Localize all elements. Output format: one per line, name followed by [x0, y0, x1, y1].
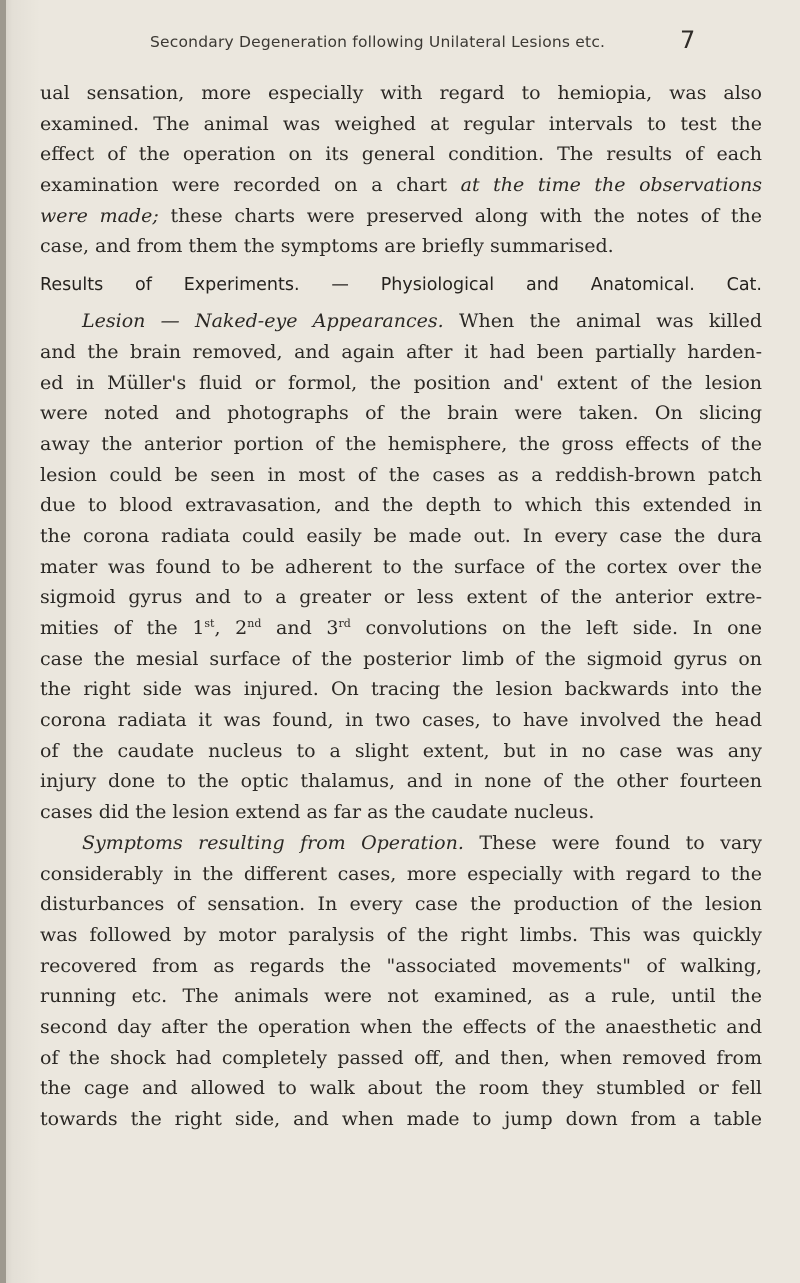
superscript: st	[204, 617, 215, 630]
text-line: mater was found to be adherent to the surface of the cortex over the	[40, 555, 762, 578]
text-fragment: When the animal was killed	[458, 310, 763, 333]
body-text	[40, 78, 762, 1135]
text-fragment: mities of the 1	[40, 617, 205, 639]
text-line: the cage and allowed to walk about the room they stumbled or fell	[40, 1077, 762, 1100]
text-line: corona radiata it was found, in two cases, to have involved the head	[40, 709, 762, 732]
text-line: of the shock had completely passed off, and then, when removed from	[40, 1046, 762, 1069]
text-line: and the brain removed, and again after it had been partially harden-	[40, 340, 762, 363]
text-line: case, and from them the symptoms are briefly summarised.	[40, 235, 614, 258]
text-line	[40, 170, 762, 201]
text-fragment: These were found to vary	[479, 831, 762, 854]
binding-edge	[0, 0, 6, 1283]
text-fragment: these charts were preserved along with the notes of the	[170, 204, 762, 227]
text-line: towards the right side, and when made to jump down from a table	[40, 1108, 762, 1130]
text-fragment: , 2	[214, 617, 248, 639]
italic-title: Symptoms resulting from Operation.	[82, 831, 464, 854]
text-line	[40, 201, 762, 232]
text-line: was followed by motor paralysis of the right limbs. This was quickly	[40, 923, 762, 946]
paragraph-lead: Lesion —	[82, 310, 195, 333]
text-line: the corona radiata could easily be made out. In every case the dura	[40, 524, 762, 547]
superscript: nd	[247, 617, 262, 630]
section-heading: Results of Experiments. — Physiological and Anatomical. Cat.	[40, 275, 762, 296]
text-line: recovered from as regards the "associated movements" of walking,	[40, 954, 762, 977]
text-fragment: convolutions on the left side. In one	[350, 617, 762, 639]
text-line: effect of the operation on its general condition. The results of each	[40, 143, 762, 166]
text-line: lesion could be seen in most of the cases as a reddish-brown patch	[40, 463, 762, 486]
italic-phrase: were made;	[40, 204, 159, 227]
text-line: sigmoid gyrus and to a greater or less extent of the anterior extre-	[40, 586, 762, 609]
text-line: running etc. The animals were not examined, as a rule, until the	[40, 985, 762, 1008]
text-fragment: examination were recorded on a chart	[40, 174, 448, 197]
text-line: were noted and photographs of the brain were taken. On slicing	[40, 402, 762, 425]
italic-title: Naked-eye Appearances.	[194, 310, 444, 333]
text-line: ed in Müller's fluid or formol, the position and' extent of the lesion	[40, 371, 762, 394]
page-number: 7	[680, 26, 696, 54]
text-fragment: and 3	[261, 617, 339, 639]
text-line: disturbances of sensation. In every case the production of the lesion	[40, 893, 762, 916]
text-line: away the anterior portion of the hemisphere, the gross effects of the	[40, 432, 762, 455]
text-line	[40, 613, 762, 644]
text-line: second day after the operation when the effects of the anaesthetic and	[40, 1015, 762, 1038]
text-line: of the caudate nucleus to a slight extent, but in no case was any	[40, 739, 762, 762]
text-line: the right side was injured. On tracing the lesion backwards into the	[40, 678, 762, 701]
text-line	[40, 306, 762, 337]
text-line: injury done to the optic thalamus, and in none of the other fourteen	[40, 770, 762, 793]
text-line: case the mesial surface of the posterior limb of the sigmoid gyrus on	[40, 647, 762, 670]
italic-phrase: at the time the observations	[460, 174, 762, 197]
running-header: Secondary Degeneration following Unilateral Lesions etc.	[150, 33, 606, 51]
text-line: due to blood extravasation, and the depth to which this extended in	[40, 494, 762, 517]
text-line	[40, 828, 762, 859]
text-line: ual sensation, more especially with regard to hemiopia, was also	[40, 82, 762, 104]
superscript: rd	[338, 617, 351, 630]
text-line: examined. The animal was weighed at regular intervals to test the	[40, 112, 762, 135]
text-line: cases did the lesion extend as far as the caudate nucleus.	[40, 801, 595, 824]
text-line: considerably in the different cases, more especially with regard to the	[40, 862, 762, 885]
